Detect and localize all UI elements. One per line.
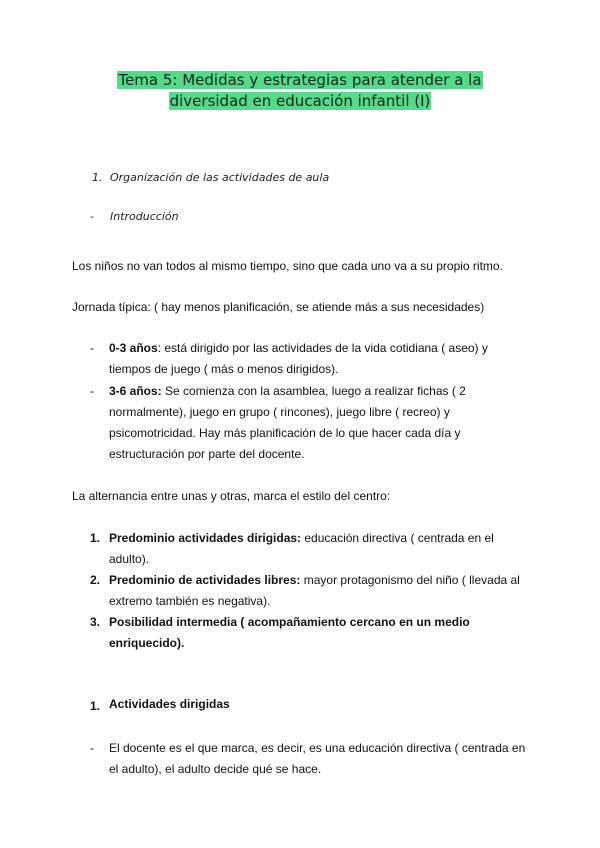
final-item-marker: - xyxy=(90,741,94,755)
section-1-number: 1. xyxy=(92,171,103,184)
style-1-label: Predominio actividades dirigidas: xyxy=(109,531,302,545)
section-2-heading: Actividades dirigidas xyxy=(109,697,230,711)
style-3-number: 3. xyxy=(90,615,101,629)
intro-heading: Introducción xyxy=(110,210,179,223)
paragraph-ritmo: Los niños no van todos al mismo tiempo, sino que cada uno va a su propio ritmo. xyxy=(72,259,503,273)
age-0-3-item xyxy=(109,338,529,380)
style-2-text: mayor protagonismo del niño ( llevada al extremo también es negativa). xyxy=(109,573,520,608)
age-3-6-marker: - xyxy=(90,384,94,398)
section-1-heading: Organización de las actividades de aula xyxy=(110,171,330,184)
style-1-text: educación directiva ( centrada en el adulto). xyxy=(109,531,494,566)
paragraph-jornada: Jornada típica: ( hay menos planificación, se atiende más a sus necesidades) xyxy=(72,300,485,314)
style-1-item xyxy=(109,528,529,570)
style-3-item xyxy=(109,612,529,654)
title-line-2: diversidad en educación infantil (I) xyxy=(169,92,431,110)
age-3-6-label: 3-6 años: xyxy=(109,384,162,398)
age-0-3-text: : está dirigido por las actividades de la vida cotidiana ( aseo) y tiempos de juego ( más o menos dirigidos). xyxy=(109,341,488,376)
style-2-label: Predominio de actividades libres: xyxy=(109,573,301,587)
style-1-number: 1. xyxy=(90,531,101,545)
intro-marker: - xyxy=(90,210,94,223)
style-2-item xyxy=(109,570,529,612)
age-3-6-item xyxy=(109,381,529,465)
paragraph-alternancia: La alternancia entre unas y otras, marca el estilo del centro: xyxy=(72,489,391,503)
style-3-label: Posibilidad intermedia ( acompañamiento cercano en un medio enriquecido). xyxy=(109,615,470,650)
age-0-3-marker: - xyxy=(90,341,94,355)
final-item-text: El docente es el que marca, es decir, es una educación directiva ( centrada en el adulto), el adulto decide qué se hace. xyxy=(109,741,526,776)
style-2-number: 2. xyxy=(90,573,101,587)
age-3-6-text: Se comienza con la asamblea, luego a realizar fichas ( 2 normalmente), juego en grupo ( rincones), juego libre ( recreo) y psicomotricidad. Hay más planificación de lo que hacer cada día y estructuración por parte del docente. xyxy=(109,384,466,461)
page-title xyxy=(0,70,600,112)
age-0-3-label: 0-3 años xyxy=(109,341,158,355)
title-line-1: Tema 5: Medidas y estrategias para atender a la xyxy=(118,71,482,89)
section-2-number: 1. xyxy=(90,699,101,713)
